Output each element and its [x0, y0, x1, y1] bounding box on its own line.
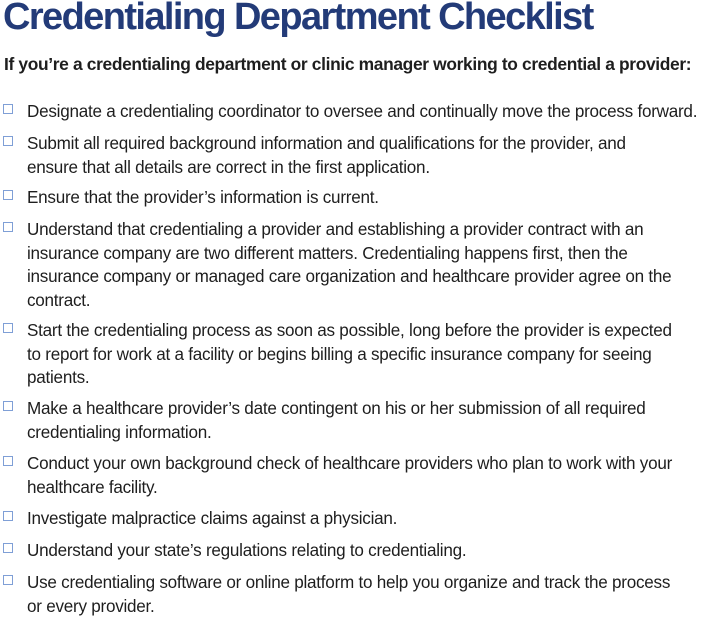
empty-checkbox-icon[interactable]: [3, 323, 13, 333]
checklist-item-text: Make a healthcare provider’s date contingent on his or her submission of all required credentialing information.: [27, 399, 646, 442]
page-subtitle: If you’re a credentialing department or clinic manager working to credential a provider:: [4, 54, 692, 74]
empty-checkbox-icon[interactable]: [3, 575, 13, 585]
checklist-item-text: Understand your state’s regulations relating to credentialing.: [27, 541, 467, 560]
empty-checkbox-icon[interactable]: [3, 190, 13, 200]
empty-checkbox-icon[interactable]: [3, 104, 13, 114]
checklist-item-text: Submit all required background information and qualifications for the provider, and ensure that all details are correct in the first application.: [27, 134, 626, 177]
page-title: Credentialing Department Checklist: [3, 0, 593, 38]
empty-checkbox-icon[interactable]: [3, 136, 13, 146]
empty-checkbox-icon[interactable]: [3, 456, 13, 466]
checklist-item-text: Use credentialing software or online platform to help you organize and track the process or every provider.: [27, 573, 671, 616]
empty-checkbox-icon[interactable]: [3, 401, 13, 411]
checklist-item-text: Understand that credentialing a provider and establishing a provider contract with an insurance company are two different matters. Credentialing happens first, then the insurance company or managed care organization and healthcare provider agree on the contract.: [27, 220, 672, 310]
empty-checkbox-icon[interactable]: [3, 222, 13, 232]
checklist-item-text: Designate a credentialing coordinator to oversee and continually move the process forward.: [27, 102, 698, 121]
checklist-item-text: Ensure that the provider’s information is current.: [27, 188, 379, 207]
empty-checkbox-icon[interactable]: [3, 543, 13, 553]
empty-checkbox-icon[interactable]: [3, 511, 13, 521]
checklist-item-text: Conduct your own background check of healthcare providers who plan to work with your healthcare facility.: [27, 454, 673, 497]
checklist-item-text: Investigate malpractice claims against a physician.: [27, 509, 398, 528]
checklist-item-text: Start the credentialing process as soon as possible, long before the provider is expected to report for work at a facility or begins billing a specific insurance company for seeing patients.: [27, 321, 672, 387]
